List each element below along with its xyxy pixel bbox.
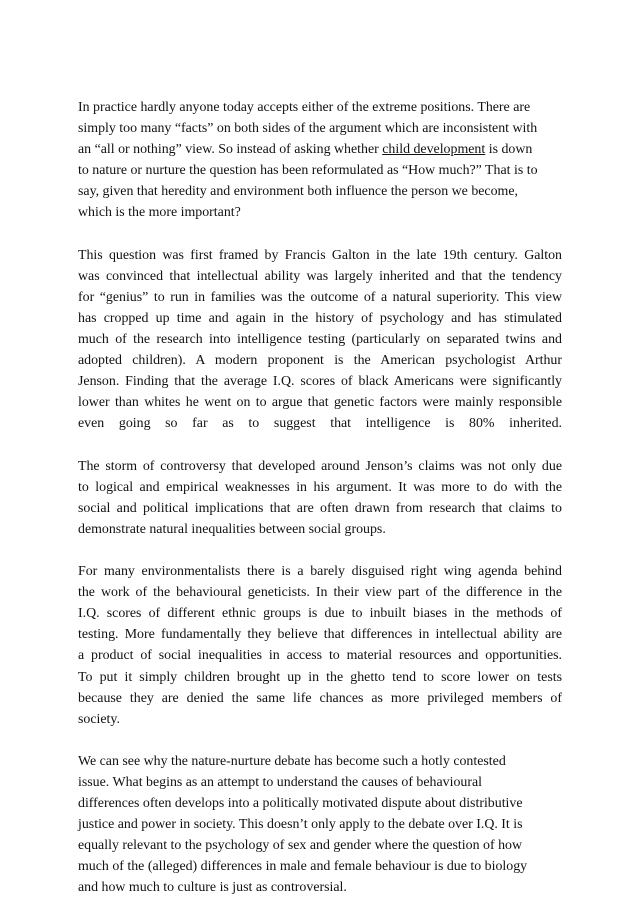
document-body	[78, 97, 562, 920]
text-line: justice and power in society. This doesn’t only apply to the debate over I.Q. It is	[78, 817, 523, 833]
text-line: equally relevant to the psychology of sex and gender where the question of how	[78, 838, 522, 854]
text-line: was convinced that intellectual ability was largely inherited and that the tendency	[78, 268, 562, 284]
text-line: society.	[78, 711, 120, 727]
text-line: simply too many “facts” on both sides of the argument which are inconsistent with	[78, 121, 538, 137]
text-line: to nature or nurture the question has been reformulated as “How much?” That is to	[78, 163, 538, 179]
text-line: for “genius” to run in families was the outcome of a natural superiority. This view	[78, 289, 562, 305]
text-line: much of the research into intelligence testing (particularly on separated twins and	[78, 332, 562, 348]
paragraph-3	[78, 456, 562, 540]
underlined-phrase: child development	[382, 142, 486, 158]
text-line: a product of social inequalities in access to material resources and opportunities.	[78, 648, 562, 664]
text-line: To put it simply children brought up in the ghetto tend to score lower on tests	[78, 669, 562, 685]
text-line: even going so far as to suggest that intelligence is 80% inherited.	[78, 416, 562, 432]
text-line: the work of the behavioural geneticists. In their view part of the difference in the	[78, 585, 562, 601]
paragraph-4	[78, 561, 562, 730]
text-line: This question was first framed by Francis Galton in the late 19th century. Galton	[78, 247, 562, 263]
text-line: adopted children). A modern proponent is the American psychologist Arthur	[78, 353, 562, 369]
text-line: We can see why the nature-nurture debate has become such a hotly contested	[78, 753, 506, 769]
text-line: testing. More fundamentally they believe that differences in intellectual ability are	[78, 627, 562, 643]
text-line: much of the (alleged) differences in male and female behaviour is due to biology	[78, 859, 528, 875]
text-line: differences often develops into a politically motivated dispute about distributive	[78, 796, 523, 812]
text-line	[78, 139, 562, 160]
text-line: In practice hardly anyone today accepts either of the extreme positions. There are	[78, 100, 531, 115]
text-line: lower than whites he went on to argue that genetic factors were mainly responsible	[78, 395, 562, 411]
text-line: The storm of controversy that developed around Jenson’s claims was not only due	[78, 458, 562, 474]
paragraph-5	[78, 751, 562, 899]
text-line: has cropped up time and again in the history of psychology and has stimulated	[78, 310, 562, 326]
text-line: Jenson. Finding that the average I.Q. scores of black Americans were significantly	[78, 374, 562, 390]
text-line: and how much to culture is just as controversial.	[78, 880, 347, 896]
text-segment: an “all or nothing” view. So instead of asking whether	[78, 142, 383, 158]
text-line: because they are denied the same life chances as more privileged members of	[78, 690, 562, 706]
text-line: I.Q. scores of different ethnic groups is due to inbuilt biases in the methods of	[78, 606, 562, 622]
text-line: to logical and empirical weaknesses in his argument. It was more to do with the	[78, 479, 562, 495]
text-segment: is down	[485, 142, 533, 158]
text-line: which is the more important?	[78, 205, 241, 221]
text-line: For many environmentalists there is a barely disguised right wing agenda behind	[78, 564, 562, 580]
paragraph-2	[78, 245, 562, 435]
text-line: social and political implications that are often drawn from research that claims to	[78, 500, 562, 516]
text-line: demonstrate natural inequalities between social groups.	[78, 521, 386, 537]
text-line: say, given that heredity and environment both influence the person we become,	[78, 184, 518, 200]
paragraph-1	[78, 97, 562, 224]
text-line: issue. What begins as an attempt to understand the causes of behavioural	[78, 775, 483, 790]
